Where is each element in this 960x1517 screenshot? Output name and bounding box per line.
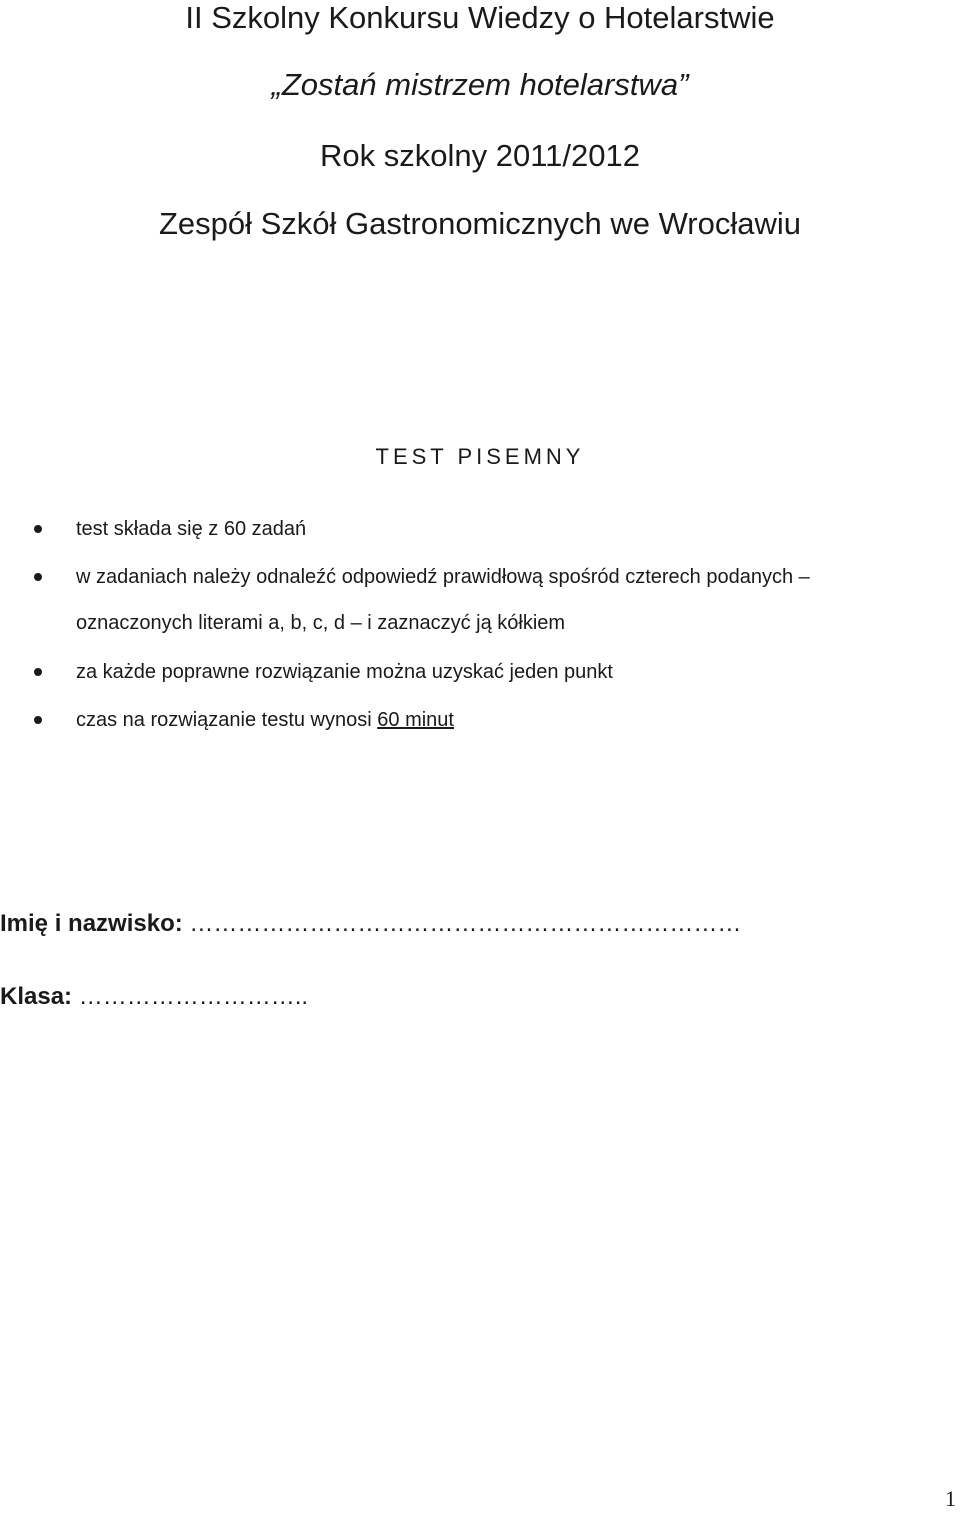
bullet-icon (34, 525, 42, 533)
name-field (0, 909, 741, 939)
school-name: Zespół Szkół Gastronomicznych we Wrocławiu (158, 206, 802, 241)
bullet-icon (34, 716, 42, 724)
rule-text: czas na rozwiązanie testu wynosi (76, 709, 372, 731)
rule-text: za każde poprawne rozwiązanie można uzyskać jeden punkt (76, 661, 613, 683)
school-year: Rok szkolny 2011/2012 (320, 138, 640, 173)
class-label: Klasa: (0, 983, 73, 1010)
page-number: 1 (945, 1486, 956, 1511)
rule-item (76, 564, 810, 636)
contest-motto: „Zostań mistrzem hotelarstwa” (271, 67, 689, 102)
contest-title: II Szkolny Konkursu Wiedzy o Hotelarstwie (185, 0, 775, 35)
rule-item (76, 516, 306, 542)
rule-text-continuation: oznaczonych literami a, b, c, d – i zaznaczyć ją kółkiem (76, 612, 566, 634)
name-blank: …………………………………………………………… (189, 910, 742, 937)
rule-text: w zadaniach należy odnaleźć odpowiedź prawidłową spośród czterech podanych – (76, 566, 810, 588)
bullet-icon (34, 573, 42, 581)
time-limit: 60 minut (377, 709, 454, 731)
rule-text: test składa się z 60 zadań (76, 518, 307, 540)
rule-item (76, 659, 613, 685)
rule-item (76, 707, 454, 733)
name-label: Imię i nazwisko: (0, 910, 183, 937)
test-heading: TEST PISEMNY (375, 444, 585, 469)
bullet-icon (34, 668, 42, 676)
class-field (0, 982, 308, 1012)
class-blank: ……………………….. (78, 983, 309, 1010)
